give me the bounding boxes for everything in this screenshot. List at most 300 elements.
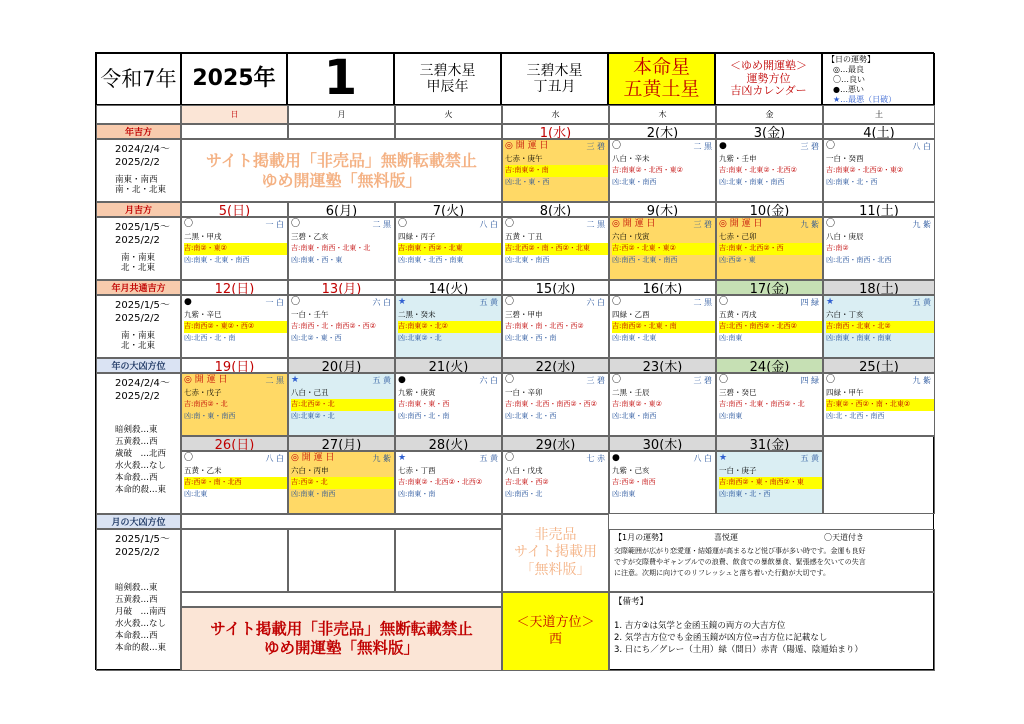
day-mark: 〇 [291,219,301,229]
day-header: 28(火) [395,436,502,451]
year-star [394,53,501,105]
honmei-line1: 本命星 [632,56,690,79]
weekday-6: 土 [823,105,935,124]
day-header: 30(木) [609,436,716,451]
month-date-start: 2025/1/5～ [115,222,170,233]
day-star: 四 緑 [800,298,819,307]
monthly-title: 【1月の運勢】 [614,533,668,542]
monthly-fortune [609,529,935,592]
day-mark: 〇 [719,297,729,307]
day-kanshi: 六白・丁亥 [826,310,864,319]
label-month-fortune: 月吉方 [96,202,181,217]
day-star: 九 紫 [912,376,931,385]
day-mark: 〇 [612,297,622,307]
month-number: 1 [287,53,394,105]
day-kanshi: 九紫・辛巳 [184,310,222,319]
year-date-start: 2024/2/4～ [115,144,170,155]
day-kanshi: 五黄・丙戌 [719,310,757,319]
day-kyo: 凶:北東 [184,490,208,498]
day-kyo: 凶:南東・西・東 [291,256,343,264]
day-cell [716,451,823,514]
day-kichi: 吉:南東②・北西②・北西② [398,478,483,486]
day-mark: 〇 [826,375,836,385]
remark-3: 3. 日にち／グレー（土用）緑（間日）赤青（陽遁、陰遁始まり） [614,645,863,655]
day-star: 三 碧 [693,220,712,229]
day-star: 二 黒 [265,376,284,385]
day-header: 22(水) [502,358,609,373]
day-cell [395,373,502,436]
remark-2: 2. 気学吉方位でも金函玉鏡が凶方位⇒吉方位に記載なし [614,633,828,643]
day-mark: ● [719,141,727,151]
day-kanshi: 三碧・甲申 [505,310,543,319]
day-kanshi: 六白・戊寅 [612,232,650,241]
day-mark: ★ [398,453,407,463]
day-star: 五 黄 [912,298,931,307]
weekday-3: 水 [502,105,609,124]
day-kyo: 凶:北東・南西 [505,256,550,264]
watermark-top-line1: サイト掲載用「非売品」無断転載禁止 [206,150,477,170]
honmei-star [608,53,715,105]
tendo-title: ＜天道方位＞ [516,615,595,631]
month-bad-info [96,529,181,671]
day-star: 五 黄 [479,454,498,463]
day-kyo: 凶:北東・南西 [612,412,657,420]
day-kanshi: 四緑・乙酉 [612,310,650,319]
common-fortune-info [96,295,181,358]
day-cell [609,139,716,202]
day-cell [502,217,609,280]
weekday-0: 日 [181,105,288,124]
day-header: 14(火) [395,280,502,295]
month-bad-1: 暗剣殺…東 [115,582,158,593]
weekday-2: 火 [395,105,502,124]
day-kyo: 凶:南西・北・南 [398,412,450,420]
day-cell [502,451,609,514]
monthly-note: 〇天道付き [824,533,864,542]
empty-cell [288,529,395,592]
day-cell [823,373,935,436]
monthly-text-2: ですが交際費やギャンブルでの浪費、飲食での暴飲暴食、緊張感を欠いての失言 [614,558,866,566]
day-mark: ◎ 開 運 日 [612,219,656,229]
day-star: 五 黄 [479,298,498,307]
month-bad-6: 本命的殺…東 [115,642,167,653]
day-kanshi: 三碧・癸巳 [719,388,757,397]
day-mark: ★ [719,453,728,463]
empty-cell [181,124,288,139]
day-kichi: 吉:南西・北東・南西②・北 [719,400,805,408]
day-cell [502,373,609,436]
year-date-end: 2025/2/2 [115,156,160,168]
day-star: 二 黒 [693,142,712,151]
day-header: 1(水) [502,124,609,139]
label-year-bad: 年の大凶方位 [96,358,181,373]
watermark-mid-line1: 非売品 [534,526,577,543]
day-kichi: 吉:南東・南・北西・西② [505,322,584,330]
day-star: 二 黒 [372,220,391,229]
day-kichi: 吉:南西②・北東・南 [612,321,715,333]
year-fortune-info [96,139,181,202]
day-star: 二 黒 [586,220,605,229]
day-kanshi: 九紫・壬申 [719,154,757,163]
day-mark: 〇 [184,219,194,229]
day-mark: 〇 [291,297,301,307]
brand-line3: 吉凶カレンダー [730,84,807,98]
day-star: 六 白 [372,298,391,307]
monthly-keyword: 喜悦運 [714,533,738,542]
day-header: 21(火) [395,358,502,373]
year-bad-4: 水火殺…なし [115,460,167,471]
day-cell [716,139,823,202]
year-dir-2: 南・北・北東 [115,185,167,196]
watermark-bottom-line2: ゆめ開運塾「無料版」 [263,639,419,657]
day-kyo: 凶:南・東・南西 [184,412,236,420]
day-cell [716,217,823,280]
day-cell [181,295,288,358]
weekday-5: 金 [716,105,823,124]
month-bad-5: 本命殺…西 [115,630,158,641]
day-header: 20(月) [288,358,395,373]
day-mark: ◎ 開 運 日 [505,141,549,151]
legend-best: ◎…最良 [833,65,864,74]
brand-box [715,53,822,105]
day-star: 八 白 [912,142,931,151]
month-star [501,53,608,105]
remarks-title: 【備考】 [614,597,649,607]
month-bad-4: 水火殺…なし [115,618,167,629]
year-bad-2: 五黄殺…西 [115,436,158,447]
day-kanshi: 七赤・戊子 [184,388,222,397]
day-mark: ◎ 開 運 日 [719,219,763,229]
day-star: 三 碧 [693,376,712,385]
common-dir-2: 北・北東 [121,341,156,352]
month-bad-3: 月破 …南西 [115,606,167,617]
day-kanshi: 九紫・己亥 [612,466,650,475]
empty-cell [823,436,935,514]
day-header: 11(土) [823,202,935,217]
day-kyo: 凶:北東・南東・南西 [719,178,785,186]
day-cell [181,373,288,436]
month-fortune-info [96,217,181,280]
day-kyo: 凶:南東 [612,490,636,498]
common-date-end: 2025/2/2 [115,312,160,324]
month-date-end: 2025/2/2 [115,234,160,246]
empty-cell [288,124,395,139]
day-header: 16(木) [609,280,716,295]
day-kyo: 凶:北西・南西・北西 [826,256,892,264]
day-kichi: 吉:北東・西② [505,478,549,486]
day-mark: ● [612,453,620,463]
day-kichi: 吉:南東②・北西②・東② [826,166,904,174]
day-star: 八 白 [265,454,284,463]
day-star: 一 白 [265,220,284,229]
day-kyo: 凶:南東・北・西 [826,178,878,186]
day-kichi: 吉:北西②・北 [291,399,394,411]
day-cell [288,373,395,436]
day-header: 6(月) [288,202,395,217]
day-header: 12(日) [181,280,288,295]
day-kichi: 吉:南西②・東・南西②・東 [719,477,822,489]
day-mark: 〇 [719,375,729,385]
day-kyo: 凶:南東・北西・南東 [398,256,464,264]
month-dir-2: 北・北東 [121,263,156,274]
month-star-line2: 丁丑月 [533,79,576,95]
year-bad-info [96,373,181,514]
day-cell [716,373,823,436]
day-kanshi: 八白・庚辰 [826,232,864,241]
monthly-text-1: 交際範囲が広がり恋愛運・結婚運が高まるなど悦び事が多い時です。金運も良好 [614,547,866,555]
day-kichi: 吉:西②・南・北西 [184,477,287,489]
label-common-fortune: 年月共通吉方 [96,280,181,295]
watermark-bottom [181,607,502,671]
day-mark: ◎ 開 運 日 [291,453,335,463]
day-kyo: 凶:北東・南西 [612,178,657,186]
year-label: 2025年 [181,53,287,105]
watermark-bottom-line1: サイト掲載用「非売品」無断転載禁止 [210,619,473,638]
day-kichi: 吉:南東・北西②・西 [719,243,822,255]
day-kanshi: 八白・戊戌 [505,466,543,475]
day-kyo: 凶:西②・東 [719,256,756,264]
day-kanshi: 七赤・庚午 [505,154,543,163]
day-header: 17(金) [716,280,823,295]
day-kanshi: 八白・己丑 [291,388,329,397]
legend-box [822,53,935,105]
day-header: 15(水) [502,280,609,295]
day-header: 29(水) [502,436,609,451]
day-kyo: 凶:北・北西・南西 [826,412,885,420]
day-kanshi: 九紫・庚寅 [398,388,436,397]
brand-line2: 運勢方位 [746,71,791,85]
year-dir-1: 南東・南西 [115,174,158,185]
day-star: 六 白 [586,298,605,307]
day-header: 13(月) [288,280,395,295]
year-star-line2: 甲辰年 [426,79,469,95]
year-bad-5: 本命殺…西 [115,472,158,483]
empty-cell [395,529,502,592]
legend-good: 〇…良い [833,75,865,84]
day-cell [395,295,502,358]
watermark-mid-line2: サイト掲載用 [513,544,598,561]
day-cell [609,451,716,514]
day-header: 19(日) [181,358,288,373]
day-kichi: 吉:南東②・北② [398,321,501,333]
tendo-box [502,592,609,671]
day-kichi: 吉:南西・北・南西②・西② [291,322,376,330]
weekday-1: 月 [288,105,395,124]
day-kanshi: 一白・壬午 [291,310,329,319]
watermark-mid-line3: 「無料版」 [520,561,591,578]
day-cell [609,295,716,358]
day-star: 八 白 [693,454,712,463]
day-kichi: 吉:南西②・東②・西② [184,321,287,333]
weekday-corner [96,105,181,124]
day-mark: ★ [826,297,835,307]
day-mark: 〇 [505,375,515,385]
day-header: 9(木) [609,202,716,217]
day-kyo: 凶:北西・北・南 [184,334,236,342]
day-kichi: 吉:南西②・北 [184,400,228,408]
day-kyo: 凶:北東・西・南 [505,334,557,342]
month-bad-date-end: 2025/2/2 [115,546,160,558]
day-star: 八 白 [479,220,498,229]
day-star: 六 白 [479,376,498,385]
day-star: 一 白 [265,298,284,307]
day-star: 三 碧 [586,142,605,151]
day-header: 5(日) [181,202,288,217]
day-kichi: 吉:南西・北東・北② [826,321,934,333]
day-kyo: 凶:南西・北東・南西 [612,256,678,264]
day-header: 7(火) [395,202,502,217]
day-kichi: 吉:北西②・南・西②・北東 [505,243,608,255]
day-header: 27(月) [288,436,395,451]
day-cell [288,451,395,514]
month-bad-date-start: 2025/1/5～ [115,534,170,545]
day-cell [395,451,502,514]
day-kichi: 吉:南東②・南 [505,165,608,177]
day-cell [609,217,716,280]
day-kichi: 吉:西②・南西 [612,478,656,486]
day-kichi: 吉:北西・南西②・北西② [719,321,822,333]
day-cell [395,217,502,280]
day-star: 二 黒 [693,298,712,307]
year-star-line1: 三碧木星 [419,62,476,79]
day-kyo: 凶:北・東・西 [505,178,550,186]
day-kyo: 凶:南東 [719,412,743,420]
month-star-line1: 三碧木星 [526,62,583,79]
day-kanshi: 二黒・壬辰 [612,388,650,397]
day-kanshi: 二黒・癸未 [398,310,436,319]
day-kyo: 凶:南東・北東 [612,334,657,342]
honmei-line2: 五黄土星 [623,78,700,100]
empty-cell [181,514,502,529]
day-kanshi: 一白・辛卯 [505,388,543,397]
day-kanshi: 三碧・乙亥 [291,232,329,241]
day-mark: 〇 [505,297,515,307]
common-dir-1: 南・南東 [121,330,156,341]
day-kichi: 吉:西②・北東・東② [612,243,715,255]
day-kyo: 凶:南西・北 [505,490,543,498]
day-kyo: 凶:北東②・北 [291,412,335,420]
tendo-value: 西 [548,631,562,647]
day-cell [823,295,935,358]
month-dir-1: 南・南東 [121,252,156,263]
day-cell [181,451,288,514]
day-kanshi: 六白・丙申 [291,466,329,475]
day-header: 26(日) [181,436,288,451]
day-mark: ★ [291,375,300,385]
day-mark: 〇 [826,219,836,229]
day-kanshi: 二黒・甲戌 [184,232,222,241]
day-kichi: 吉:南東・北東②・北西② [719,166,797,174]
empty-cell [395,124,502,139]
label-month-bad: 月の大凶方位 [96,514,181,529]
year-bad-date-start: 2024/2/4～ [115,378,170,389]
day-kichi: 吉:東②・西②・南・北東② [826,399,934,411]
day-mark: 〇 [184,453,194,463]
day-kanshi: 四緑・甲午 [826,388,864,397]
label-year-fortune: 年吉方 [96,124,181,139]
brand-line1: ＜ゆめ開運塾＞ [730,59,807,73]
day-cell [288,217,395,280]
day-star: 三 碧 [586,376,605,385]
day-kanshi: 五黄・丁丑 [505,232,543,241]
day-cell [823,217,935,280]
day-kyo: 凶:南東・南西 [291,490,336,498]
watermark-middle [502,514,609,592]
day-kyo: 凶:北東・北・西 [505,412,557,420]
day-header: 18(土) [823,280,935,295]
year-bad-6: 本命的殺…東 [115,484,167,495]
empty-cell [181,592,502,607]
fortune-calendar [95,52,934,670]
year-bad-3: 歳破 …北西 [115,448,167,459]
remark-1: 1. 吉方②は気学と金函玉鏡の両方の大吉方位 [614,621,786,631]
day-kichi: 吉:南東②・北西・東② [612,166,683,174]
day-mark: 〇 [505,219,515,229]
day-header: 4(土) [823,124,935,139]
day-mark: 〇 [826,141,836,151]
day-kanshi: 七赤・己卯 [719,232,757,241]
month-bad-2: 五黄殺…西 [115,594,158,605]
day-kichi: 吉:南東・北西・南西②・西② [505,400,597,408]
day-mark: 〇 [505,453,515,463]
day-mark: ◎ 開 運 日 [184,375,228,385]
day-star: 九 紫 [912,220,931,229]
legend-bad: ●…悪い [833,85,864,94]
monthly-text-3: に注意。次期に向けてのリフレッシュと落ち着いた行動が大切です。 [614,569,830,577]
day-cell [716,295,823,358]
day-kanshi: 七赤・丁酉 [398,466,436,475]
day-kichi: 吉:南東・東・西 [398,400,450,408]
day-header: 23(木) [609,358,716,373]
day-cell [502,139,609,202]
day-kichi: 吉:西②・北 [291,477,394,489]
watermark-top [181,139,502,202]
day-star: 五 黄 [372,376,391,385]
day-star: 九 紫 [372,454,391,463]
day-mark: 〇 [398,219,408,229]
day-mark: ● [398,375,406,385]
era-label: 令和7年 [96,53,181,105]
day-header: 24(金) [716,358,823,373]
day-header: 3(金) [716,124,823,139]
day-cell [502,295,609,358]
day-star: 五 黄 [800,454,819,463]
day-mark: 〇 [612,375,622,385]
day-header: 2(木) [609,124,716,139]
day-kichi: 吉:南東・西②・北東 [398,243,501,255]
day-star: 三 碧 [800,142,819,151]
day-kichi: 吉:南②・東② [184,243,287,255]
day-kanshi: 四緑・丙子 [398,232,436,241]
day-kanshi: 五黄・乙未 [184,466,222,475]
weekday-4: 木 [609,105,716,124]
day-header: 8(水) [502,202,609,217]
day-mark: ● [184,297,192,307]
day-cell [823,139,935,202]
day-kyo: 凶:北②・東・西 [291,334,342,342]
day-kyo: 凶:北東②・北 [398,334,442,342]
day-kyo: 凶:南東・北東・南西 [184,256,250,264]
year-bad-1: 暗剣殺…東 [115,424,158,435]
legend-title: 【日の運勢】 [827,55,875,64]
day-star: 九 紫 [800,220,819,229]
watermark-top-line2: ゆめ開運塾「無料版」 [261,170,422,190]
day-kyo: 凶:南東・南 [398,490,436,498]
day-star: 四 緑 [800,376,819,385]
day-header: 31(金) [716,436,823,451]
year-bad-date-end: 2025/2/2 [115,390,160,402]
empty-cell [181,529,288,592]
